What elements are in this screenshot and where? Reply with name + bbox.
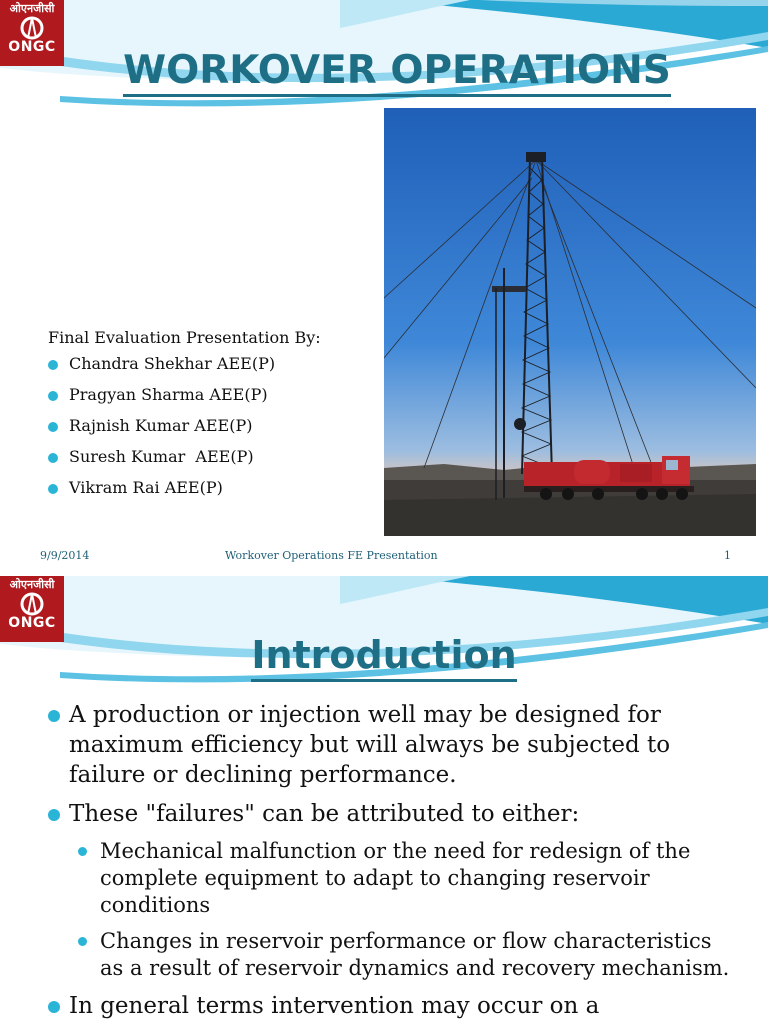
list-item (48, 354, 321, 385)
list-item (48, 991, 738, 1021)
list-item (48, 799, 738, 829)
presenter-name: Vikram Rai AEE(P) (69, 478, 223, 497)
presenters-block (48, 328, 321, 509)
bullet-icon (48, 391, 58, 401)
bullet-icon (48, 809, 60, 821)
slide-title (0, 48, 768, 93)
list-item (48, 447, 321, 478)
sub-bullet-text: Mechanical malfunction or the need for redesign of the complete equipment to adapt to changing reservoir conditions (100, 839, 691, 917)
bullet-icon (48, 710, 60, 722)
sub-list-item (78, 838, 738, 919)
sub-list-item (78, 928, 738, 982)
slide-title-text: Introduction (251, 633, 516, 682)
bullet-text: A production or injection well may be designed for maximum efficiency but will always be subjected to failure or declining performance. (69, 702, 671, 788)
bullet-icon (48, 453, 58, 463)
presenters-list (48, 354, 321, 509)
bullet-icon (48, 422, 58, 432)
bullet-icon (48, 360, 58, 370)
slide-title (0, 633, 768, 677)
list-item (48, 385, 321, 416)
footer-page-number: 1 (724, 549, 731, 562)
bullet-icon (48, 484, 58, 494)
logo-brand-text: ONGC (8, 39, 56, 55)
sub-bullet-text: Changes in reservoir performance or flow characteristics as a result of reservoir dynamics and recovery mechanism. (100, 929, 730, 980)
slide-2 (0, 576, 768, 1024)
slide-title-text: WORKOVER OPERATIONS (123, 48, 671, 97)
ongc-emblem-icon (19, 16, 45, 40)
presenter-name: Rajnish Kumar AEE(P) (69, 416, 253, 435)
bullet-icon (78, 847, 87, 856)
logo-hindi-text: ओएनजीसी (9, 578, 55, 591)
presenter-name: Chandra Shekhar AEE(P) (69, 354, 276, 373)
presenters-heading: Final Evaluation Presentation By: (48, 328, 321, 347)
presenter-name: Pragyan Sharma AEE(P) (69, 385, 268, 404)
bullet-list (48, 700, 738, 1024)
presenter-name: Suresh Kumar AEE(P) (69, 447, 254, 466)
footer-title: Workover Operations FE Presentation (225, 549, 438, 562)
bullet-icon (48, 1001, 60, 1013)
list-item (48, 416, 321, 447)
list-item (48, 478, 321, 509)
footer-date: 9/9/2014 (40, 549, 90, 562)
logo-brand-text: ONGC (8, 615, 56, 631)
bullet-text: In general terms intervention may occur on a (69, 993, 600, 1019)
bullet-text: These "failures" can be attributed to either: (69, 801, 580, 827)
ongc-emblem-icon (19, 592, 45, 616)
logo-hindi-text: ओएनजीसी (9, 2, 55, 15)
bullet-icon (78, 937, 87, 946)
drilling-rig-photo (384, 108, 756, 536)
list-item (48, 700, 738, 790)
